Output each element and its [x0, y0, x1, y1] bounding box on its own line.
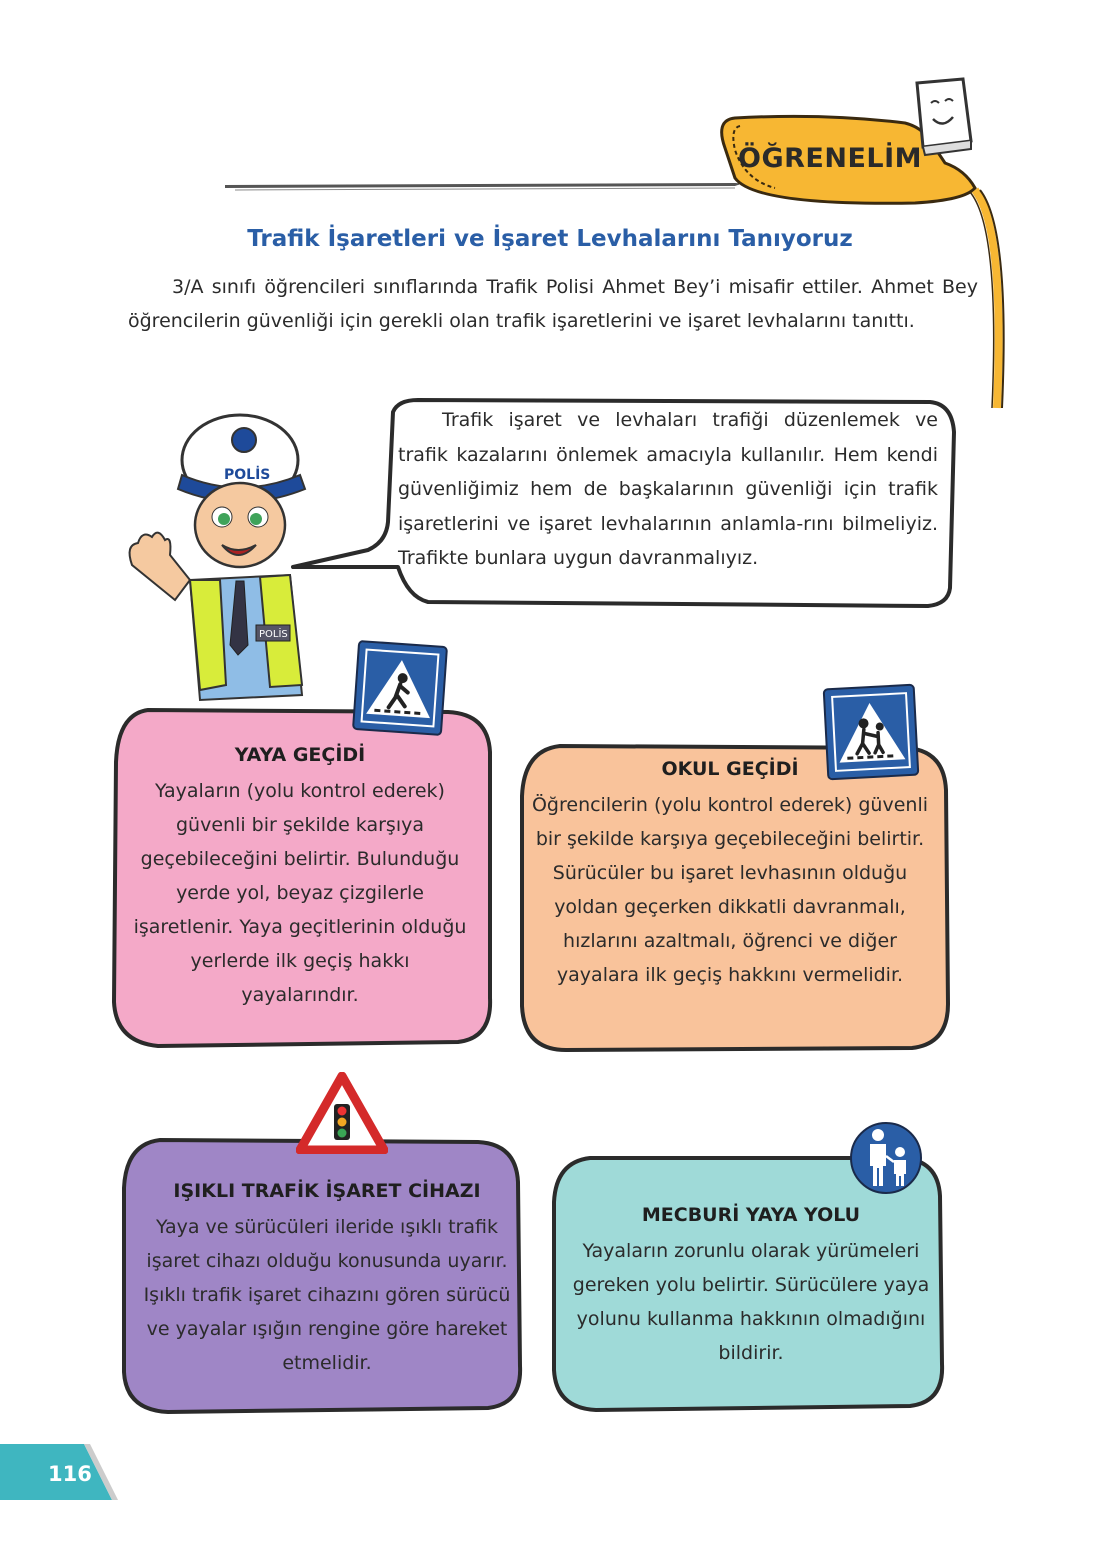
speech-text: Trafik işaret ve levhaları trafiği düzenlemek ve trafik kazalarını önlemek amacıyla kullanılır. Hem kendi güvenliğimiz hem de başkalarının güvenliği için trafik işaretlerini ve işaret levhalarının anlamla-rını bilmeliyiz. Trafikte bunlara uygun davranmalıyız. [398, 409, 938, 569]
card-okul-text [530, 752, 930, 992]
card-body: Yayaların (yolu kontrol ederek) güvenli bir şekilde karşıya geçebileceğini belirtir. Bulunduğu yerde yol, beyaz çizgilerle işaretlenir. Yaya geçitlerinin olduğu yerlerde ilk geçiş hakkı yayalarındır. [133, 780, 467, 1006]
vest-label: POLİS [259, 629, 288, 640]
pedestrian-path-sign-icon [848, 1120, 924, 1196]
card-isikli-text [132, 1174, 522, 1380]
card-yaya-text [130, 738, 470, 1012]
card-title: IŞIKLI TRAFİK İŞARET CİHAZI [173, 1180, 481, 1202]
card-mecburi-text [562, 1198, 940, 1370]
intro-paragraph [128, 270, 978, 338]
intro-text: 3/A sınıfı öğrencileri sınıflarında Trafik Polisi Ahmet Bey’i misafir ettiler. Ahmet Bey öğrencilerin güvenliği için gerekli olan trafik işaretlerini ve işaret levhalarını tanıttı. [128, 276, 978, 332]
card-body: Yayaların zorunlu olarak yürümeleri gereken yolu belirtir. Sürücülere yaya yolunu kullanma hakkının olmadığını bildirir. [572, 1240, 930, 1364]
page-number: 116 [48, 1462, 92, 1486]
card-title: YAYA GEÇİDİ [234, 744, 366, 766]
book-mascot-icon [905, 75, 975, 160]
card-title: MECBURİ YAYA YOLU [641, 1204, 861, 1226]
page-title: Trafik İşaretleri ve İşaret Levhalarını Tanıyoruz [247, 226, 853, 252]
school-crossing-sign-icon [822, 683, 920, 781]
pedestrian-crossing-sign-icon [352, 640, 448, 736]
card-title: OKUL GEÇİDİ [661, 758, 799, 780]
traffic-light-warning-sign-icon [296, 1072, 388, 1154]
card-body: Öğrencilerin (yolu kontrol ederek) güvenli bir şekilde karşıya geçebileceğini belirtir. Sürücüler bu işaret levhasının olduğu yoldan geçerken dikkatli davranmalı, hızlarını azaltmalı, öğrenci ve diğer yayalara ilk geçiş hakkını vermelidir. [531, 794, 929, 986]
cap-label: POLİS [224, 467, 271, 483]
speech-text-block [398, 403, 938, 576]
police-officer-illustration [120, 405, 320, 705]
card-body: Yaya ve sürücüleri ileride ışıklı trafik işaret cihazı olduğu konusunda uyarır. Işıklı trafik işaret cihazını gören sürücü ve yayalar ışığın rengine göre hareket etmelidir. [143, 1216, 511, 1374]
banner-label: ÖĞRENELİM [738, 143, 923, 174]
